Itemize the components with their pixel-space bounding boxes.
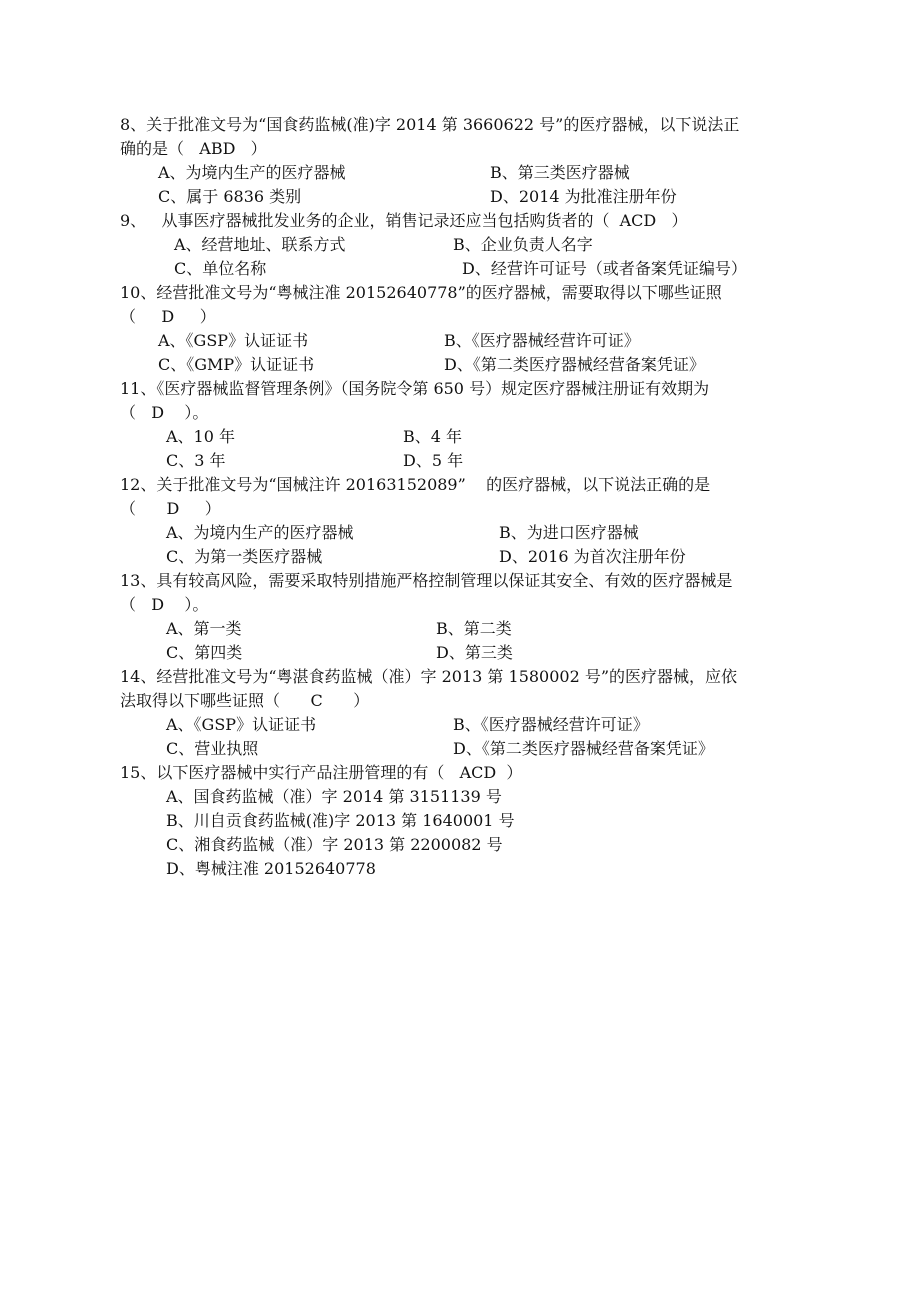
q13-option-c: C、第四类	[166, 643, 243, 662]
q10-option-c: C、《GMP》认证证书	[158, 355, 315, 374]
q15-option-a: A、国食药监械（准）字 2014 第 3151139 号	[166, 787, 502, 806]
q11-option-a: A、10 年	[166, 427, 236, 446]
q10-stem-line2: （ D ）	[120, 307, 216, 326]
q10-option-d: D、《第二类医疗器械经营备案凭证》	[444, 355, 705, 374]
q12-stem-line1: 12、关于批准文号为“国械注许 20163152089” 的医疗器械，以下说法正确的是	[120, 475, 711, 494]
q15-option-b: B、川自贡食药监械(准)字 2013 第 1640001 号	[166, 811, 515, 830]
q8-option-b: B、第三类医疗器械	[490, 163, 630, 182]
q14-option-d: D、《第二类医疗器械经营备案凭证》	[453, 739, 714, 758]
q8-stem-line1: 8、关于批准文号为“国食药监械(准)字 2014 第 3660622 号”的医疗器械，以下说法正	[120, 115, 740, 134]
q14-option-a: A、《GSP》认证证书	[166, 715, 317, 734]
q14-stem-line1: 14、经营批准文号为“粤湛食药监械（准）字 2013 第 1580002 号”的医疗器械，应依	[120, 667, 738, 686]
q9-option-d: D、经营许可证号（或者备案凭证编号）	[462, 259, 747, 278]
q9-option-c: C、单位名称	[174, 259, 267, 278]
q10-option-b: B、《医疗器械经营许可证》	[444, 331, 640, 350]
q15-option-c: C、湘食药监械（准）字 2013 第 2200082 号	[166, 835, 503, 854]
q11-option-c: C、3 年	[166, 451, 226, 470]
q8-option-a: A、为境内生产的医疗器械	[158, 163, 346, 182]
q13-stem-line2: （ D ）。	[120, 595, 209, 614]
q15-stem-line1: 15、以下医疗器械中实行产品注册管理的有（ ACD ）	[120, 763, 523, 782]
q13-stem-line1: 13、具有较高风险，需要采取特别措施严格控制管理以保证其安全、有效的医疗器械是	[120, 571, 733, 590]
q13-option-b: B、第二类	[436, 619, 512, 638]
q14-stem-line2: 法取得以下哪些证照（ C ）	[120, 691, 370, 710]
q12-option-d: D、2016 为首次注册年份	[499, 547, 686, 566]
q10-option-a: A、《GSP》认证证书	[158, 331, 309, 350]
q11-stem-line2: （ D ）。	[120, 403, 209, 422]
q8-option-d: D、2014 为批准注册年份	[490, 187, 677, 206]
q14-option-c: C、营业执照	[166, 739, 259, 758]
q9-stem-line1: 9、 从事医疗器械批发业务的企业，销售记录还应当包括购货者的（ ACD ）	[120, 211, 688, 230]
q11-option-b: B、4 年	[403, 427, 463, 446]
q14-option-b: B、《医疗器械经营许可证》	[453, 715, 649, 734]
q12-option-a: A、为境内生产的医疗器械	[166, 523, 354, 542]
q12-option-c: C、为第一类医疗器械	[166, 547, 323, 566]
q9-option-a: A、经营地址、联系方式	[174, 235, 346, 254]
q15-option-d: D、粤械注准 20152640778	[166, 859, 376, 878]
q9-option-b: B、企业负责人名字	[453, 235, 593, 254]
q13-option-d: D、第三类	[436, 643, 513, 662]
q12-stem-line2: （ D ）	[120, 499, 221, 518]
q10-stem-line1: 10、经营批准文号为“粤械注准 20152640778”的医疗器械，需要取得以下哪些证照	[120, 283, 722, 302]
q8-stem-line2: 确的是（ ABD ）	[120, 139, 267, 158]
q12-option-b: B、为进口医疗器械	[499, 523, 639, 542]
q11-stem-line1: 11、《医疗器械监督管理条例》（国务院令第 650 号）规定医疗器械注册证有效期为	[120, 379, 710, 398]
q11-option-d: D、5 年	[403, 451, 464, 470]
q13-option-a: A、第一类	[166, 619, 242, 638]
q8-option-c: C、属于 6836 类别	[158, 187, 302, 206]
